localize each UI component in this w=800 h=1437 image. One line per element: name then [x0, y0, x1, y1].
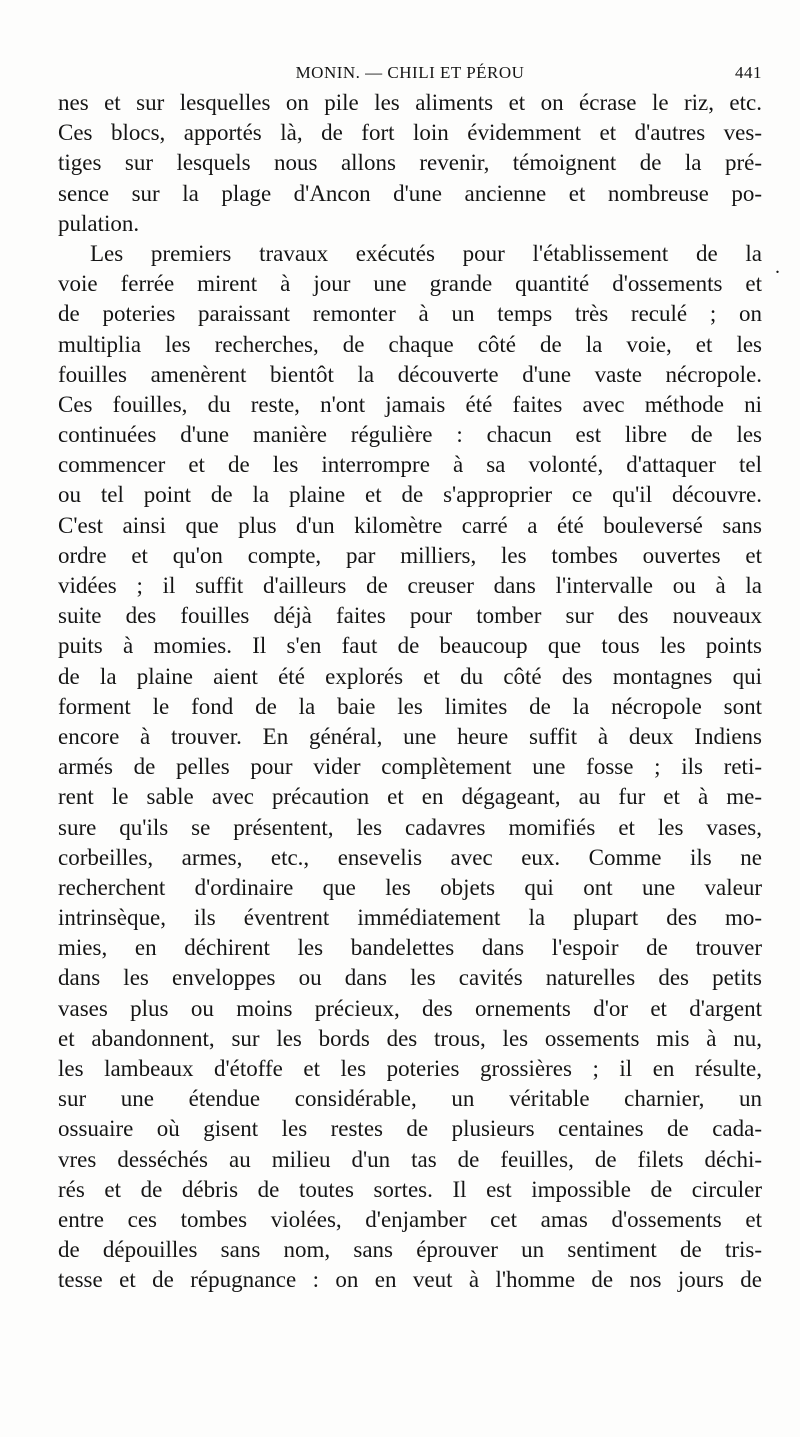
text-line: Ces fouilles, du reste, n'ont jamais été faites avec méthode ni [58, 391, 762, 417]
text-line: rent le sable avec précaution et en dégageant, au fur et à me- [58, 784, 762, 810]
body-text [58, 88, 762, 1296]
text-line: multiplia les recherches, de chaque côté de la voie, et les [58, 331, 762, 357]
text-line: ou tel point de la plaine et de s'approprier ce qu'il découvre. [58, 482, 762, 508]
text-line: vidées ; il suffit d'ailleurs de creuser dans l'intervalle ou à la [58, 573, 762, 598]
text-line: de la plaine aient été explorés et du côté des montagnes qui [58, 663, 762, 689]
text-line: encore à trouver. En général, une heure suffit à deux Indiens [58, 723, 762, 749]
text-line: suite des fouilles déjà faites pour tomber sur des nouveaux [58, 603, 762, 629]
text-line: tiges sur lesquels nous allons revenir, témoignent de la pré- [58, 150, 762, 176]
text-line: commencer et de les interrompre à sa volonté, d'attaquer tel [58, 452, 762, 478]
text-line: mies, en déchirent les bandelettes dans l'espoir de trouver [58, 935, 762, 961]
text-line: ordre et qu'on compte, par milliers, les tombes ouvertes et [58, 542, 762, 568]
text-line: forment le fond de la baie les limites de la nécropole sont [58, 693, 762, 719]
text-line: de dépouilles sans nom, sans éprouver un sentiment de tris- [58, 1237, 762, 1263]
text-line: les lambeaux d'étoffe et les poteries grossières ; il en résulte, [58, 1056, 762, 1081]
text-line: Ces blocs, apportés là, de fort loin évidemment et d'autres ves- [58, 120, 762, 146]
text-line: de poteries paraissant remonter à un temps très reculé ; on [58, 301, 762, 327]
text-line: voie ferrée mirent à jour une grande quantité d'ossements et [58, 271, 762, 297]
page-number: 441 [735, 63, 762, 82]
text-line: entre ces tombes violées, d'enjamber cet amas d'ossements et [58, 1206, 762, 1232]
text-line: ossuaire où gisent les restes de plusieurs centaines de cada- [58, 1116, 762, 1142]
text-line: C'est ainsi que plus d'un kilomètre carré a été bouleversé sans [58, 512, 762, 538]
text-line: continuées d'une manière régulière : chacun est libre de les [58, 422, 762, 448]
text-line: intrinsèque, ils éventrent immédiatement la plupart des mo- [58, 905, 762, 931]
text-line: fouilles amenèrent bientôt la découverte d'une vaste nécropole. [58, 361, 762, 387]
margin-mark: . [775, 256, 780, 278]
running-title: MONIN. — CHILI ET PÉROU [295, 63, 525, 82]
text-line: rés et de débris de toutes sortes. Il est impossible de circuler [58, 1176, 762, 1202]
text-line: tesse et de répugnance : on en veut à l'homme de nos jours de [58, 1267, 762, 1293]
text-line: sur une étendue considérable, un véritable charnier, un [58, 1086, 762, 1112]
text-line: corbeilles, armes, etc., ensevelis avec eux. Comme ils ne [58, 844, 762, 870]
text-line: Les premiers travaux exécutés pour l'établissement de la [90, 240, 762, 266]
text-line: pulation. [58, 210, 140, 236]
text-line: vases plus ou moins précieux, des ornements d'or et d'argent [58, 995, 762, 1021]
text-line: nes et sur lesquelles on pile les aliments et on écrase le riz, etc. [58, 90, 762, 115]
text-line: armés de pelles pour vider complètement une fosse ; ils reti- [58, 754, 762, 780]
text-line: vres desséchés au milieu d'un tas de feuilles, de filets déchi- [58, 1146, 762, 1172]
text-line: sure qu'ils se présentent, les cadavres momifiés et les vases, [58, 814, 762, 840]
text-line: et abandonnent, sur les bords des trous, les ossements mis à nu, [58, 1025, 762, 1051]
text-line: puits à momies. Il s'en faut de beaucoup que tous les points [58, 633, 762, 659]
text-line: recherchent d'ordinaire que les objets qui ont une valeur [58, 874, 762, 900]
text-line: sence sur la plage d'Ancon d'une ancienne et nombreuse po- [58, 180, 762, 206]
text-line: dans les enveloppes ou dans les cavités naturelles des petits [58, 965, 762, 991]
